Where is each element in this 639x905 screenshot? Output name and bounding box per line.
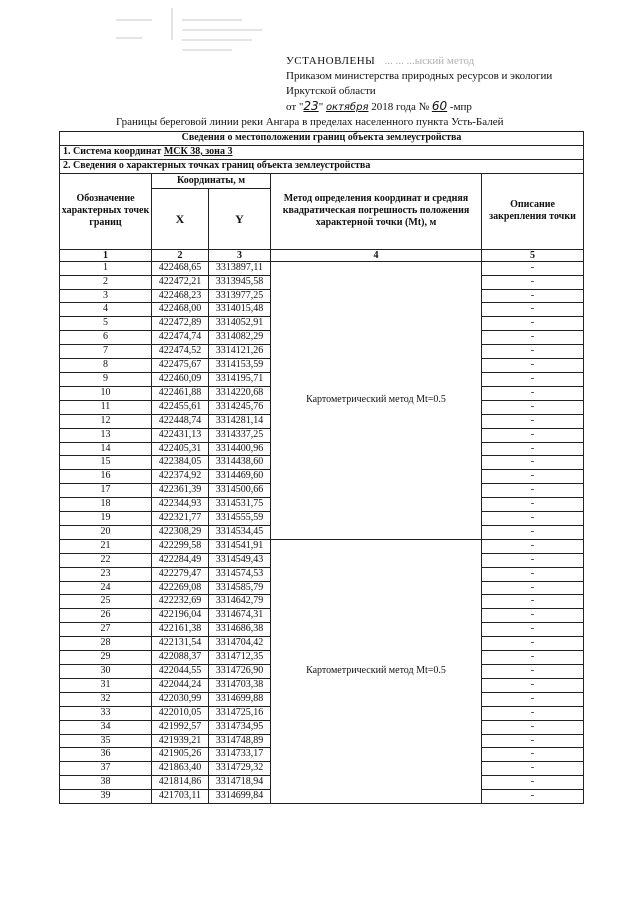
y-coordinate-cell: 3314733,17 (209, 748, 271, 762)
y-coordinate-cell: 3314245,76 (209, 400, 271, 414)
y-coordinate-cell: 3314686,38 (209, 623, 271, 637)
x-coordinate-cell: 422455,61 (152, 400, 209, 414)
y-coordinate-cell: 3314748,89 (209, 734, 271, 748)
y-coordinate-cell: 3314438,60 (209, 456, 271, 470)
x-coordinate-cell: 422431,13 (152, 428, 209, 442)
col-method-header: Метод определения координат и средняя квадратическая погрешность положения характерной точки (Mt), м (271, 173, 482, 249)
description-cell: - (482, 470, 584, 484)
point-number-cell: 22 (60, 553, 152, 567)
x-coordinate-cell: 421992,57 (152, 720, 209, 734)
description-cell: - (482, 665, 584, 679)
approval-line3: Иркутской области (286, 85, 376, 97)
col-coords-header: Координаты, м (152, 173, 271, 188)
x-coordinate-cell: 422468,00 (152, 303, 209, 317)
point-number-cell: 14 (60, 442, 152, 456)
y-coordinate-cell: 3314704,42 (209, 637, 271, 651)
point-number-cell: 13 (60, 428, 152, 442)
point-number-cell: 30 (60, 665, 152, 679)
y-coordinate-cell: 3314642,79 (209, 595, 271, 609)
y-coordinate-cell: 3314703,38 (209, 678, 271, 692)
section1-label (60, 145, 584, 159)
coordinates-table (59, 131, 584, 804)
point-number-cell: 11 (60, 400, 152, 414)
point-number-cell: 25 (60, 595, 152, 609)
col-x-header: X (152, 188, 209, 249)
section2-row (60, 159, 584, 173)
y-coordinate-cell: 3314534,45 (209, 525, 271, 539)
y-coordinate-cell: 3314718,94 (209, 776, 271, 790)
description-cell: - (482, 678, 584, 692)
x-coordinate-cell: 422460,09 (152, 372, 209, 386)
date-day: 23 (303, 99, 319, 113)
x-coordinate-cell: 422161,38 (152, 623, 209, 637)
header-row-1 (60, 173, 584, 188)
date-suffix: -мпр (447, 101, 472, 113)
x-coordinate-cell: 422468,65 (152, 261, 209, 275)
date-year: 2018 года № (368, 101, 432, 113)
description-cell: - (482, 637, 584, 651)
description-cell: - (482, 567, 584, 581)
point-number-cell: 16 (60, 470, 152, 484)
date-mid: " (318, 101, 326, 113)
point-number-cell: 34 (60, 720, 152, 734)
point-number-cell: 4 (60, 303, 152, 317)
document-subtitle: Границы береговой линии реки Ангара в пределах населенного пункта Усть-Балей (116, 116, 504, 128)
y-coordinate-cell: 3314549,43 (209, 553, 271, 567)
col-number: 1 (60, 249, 152, 261)
description-cell: - (482, 261, 584, 275)
y-coordinate-cell: 3314729,32 (209, 762, 271, 776)
y-coordinate-cell: 3314015,48 (209, 303, 271, 317)
y-coordinate-cell: 3314469,60 (209, 470, 271, 484)
description-cell: - (482, 345, 584, 359)
point-number-cell: 2 (60, 275, 152, 289)
x-coordinate-cell: 422461,88 (152, 386, 209, 400)
description-cell: - (482, 386, 584, 400)
col-number: 3 (209, 249, 271, 261)
point-number-cell: 24 (60, 581, 152, 595)
description-cell: - (482, 720, 584, 734)
method-cell: Картометрический метод Mt=0.5 (271, 261, 482, 539)
y-coordinate-cell: 3314734,95 (209, 720, 271, 734)
y-coordinate-cell: 3314699,88 (209, 692, 271, 706)
y-coordinate-cell: 3314121,26 (209, 345, 271, 359)
x-coordinate-cell: 422321,77 (152, 512, 209, 526)
description-cell: - (482, 776, 584, 790)
col-number: 4 (271, 249, 482, 261)
x-coordinate-cell: 422474,74 (152, 331, 209, 345)
point-number-cell: 12 (60, 414, 152, 428)
point-number-cell: 5 (60, 317, 152, 331)
description-cell: - (482, 748, 584, 762)
y-coordinate-cell: 3313977,25 (209, 289, 271, 303)
x-coordinate-cell: 422269,08 (152, 581, 209, 595)
section2-label: 2. Сведения о характерных точках границ объекта землеустройства (60, 159, 584, 173)
column-number-row (60, 249, 584, 261)
table-row (60, 261, 584, 275)
approval-faded-text: ... ... ...ыский метод (384, 55, 475, 67)
x-coordinate-cell: 422374,92 (152, 470, 209, 484)
method-cell: Картометрический метод Mt=0.5 (271, 539, 482, 803)
description-cell: - (482, 428, 584, 442)
x-coordinate-cell: 422308,29 (152, 525, 209, 539)
order-number: 60 (431, 99, 448, 113)
description-cell: - (482, 623, 584, 637)
y-coordinate-cell: 3314674,31 (209, 609, 271, 623)
col-point-header: Обозначение характерных точек границ (60, 173, 152, 249)
point-number-cell: 8 (60, 359, 152, 373)
description-cell: - (482, 651, 584, 665)
point-number-cell: 27 (60, 623, 152, 637)
description-cell: - (482, 734, 584, 748)
point-number-cell: 10 (60, 386, 152, 400)
description-cell: - (482, 692, 584, 706)
x-coordinate-cell: 422361,39 (152, 484, 209, 498)
x-coordinate-cell: 422344,93 (152, 498, 209, 512)
x-coordinate-cell: 421863,40 (152, 762, 209, 776)
y-coordinate-cell: 3314585,79 (209, 581, 271, 595)
col-y-header: Y (209, 188, 271, 249)
x-coordinate-cell: 422088,37 (152, 651, 209, 665)
x-coordinate-cell: 422010,05 (152, 706, 209, 720)
x-coordinate-cell: 422405,31 (152, 442, 209, 456)
description-cell: - (482, 456, 584, 470)
y-coordinate-cell: 3314082,29 (209, 331, 271, 345)
y-coordinate-cell: 3314052,91 (209, 317, 271, 331)
x-coordinate-cell: 422468,23 (152, 289, 209, 303)
description-cell: - (482, 525, 584, 539)
y-coordinate-cell: 3314541,91 (209, 539, 271, 553)
approval-line1 (286, 54, 552, 69)
description-cell: - (482, 512, 584, 526)
point-number-cell: 7 (60, 345, 152, 359)
x-coordinate-cell: 422299,58 (152, 539, 209, 553)
point-number-cell: 21 (60, 539, 152, 553)
x-coordinate-cell: 422196,04 (152, 609, 209, 623)
point-number-cell: 15 (60, 456, 152, 470)
y-coordinate-cell: 3314153,59 (209, 359, 271, 373)
x-coordinate-cell: 422472,21 (152, 275, 209, 289)
point-number-cell: 35 (60, 734, 152, 748)
y-coordinate-cell: 3314281,14 (209, 414, 271, 428)
point-number-cell: 1 (60, 261, 152, 275)
x-coordinate-cell: 422044,55 (152, 665, 209, 679)
x-coordinate-cell: 421939,21 (152, 734, 209, 748)
description-cell: - (482, 706, 584, 720)
point-number-cell: 29 (60, 651, 152, 665)
table-title: Сведения о местоположении границ объекта землеустройства (60, 132, 584, 146)
description-cell: - (482, 359, 584, 373)
x-coordinate-cell: 421703,11 (152, 790, 209, 804)
x-coordinate-cell: 422284,49 (152, 553, 209, 567)
col-desc-header: Описание закрепления точки (482, 173, 584, 249)
point-number-cell: 18 (60, 498, 152, 512)
point-number-cell: 32 (60, 692, 152, 706)
y-coordinate-cell: 3314400,96 (209, 442, 271, 456)
faded-stamp-image (112, 6, 272, 56)
date-prefix: от " (286, 101, 304, 113)
description-cell: - (482, 317, 584, 331)
y-coordinate-cell: 3314726,90 (209, 665, 271, 679)
x-coordinate-cell: 422131,54 (152, 637, 209, 651)
description-cell: - (482, 553, 584, 567)
point-number-cell: 38 (60, 776, 152, 790)
description-cell: - (482, 275, 584, 289)
y-coordinate-cell: 3313945,58 (209, 275, 271, 289)
x-coordinate-cell: 421814,86 (152, 776, 209, 790)
y-coordinate-cell: 3314712,35 (209, 651, 271, 665)
description-cell: - (482, 762, 584, 776)
x-coordinate-cell: 422448,74 (152, 414, 209, 428)
x-coordinate-cell: 422030,99 (152, 692, 209, 706)
description-cell: - (482, 442, 584, 456)
x-coordinate-cell: 421905,26 (152, 748, 209, 762)
point-number-cell: 9 (60, 372, 152, 386)
y-coordinate-cell: 3313897,11 (209, 261, 271, 275)
point-number-cell: 23 (60, 567, 152, 581)
point-number-cell: 3 (60, 289, 152, 303)
description-cell: - (482, 303, 584, 317)
point-number-cell: 31 (60, 678, 152, 692)
point-number-cell: 28 (60, 637, 152, 651)
table-title-row (60, 132, 584, 146)
description-cell: - (482, 484, 584, 498)
x-coordinate-cell: 422279,47 (152, 567, 209, 581)
table-row (60, 539, 584, 553)
point-number-cell: 36 (60, 748, 152, 762)
x-coordinate-cell: 422472,89 (152, 317, 209, 331)
description-cell: - (482, 498, 584, 512)
point-number-cell: 26 (60, 609, 152, 623)
approval-date-line (286, 99, 552, 115)
description-cell: - (482, 595, 584, 609)
y-coordinate-cell: 3314500,66 (209, 484, 271, 498)
y-coordinate-cell: 3314531,75 (209, 498, 271, 512)
y-coordinate-cell: 3314574,53 (209, 567, 271, 581)
description-cell: - (482, 400, 584, 414)
y-coordinate-cell: 3314337,25 (209, 428, 271, 442)
y-coordinate-cell: 3314220,68 (209, 386, 271, 400)
description-cell: - (482, 289, 584, 303)
x-coordinate-cell: 422232,69 (152, 595, 209, 609)
approval-title: УСТАНОВЛЕНЫ (286, 55, 376, 67)
point-number-cell: 19 (60, 512, 152, 526)
point-number-cell: 37 (60, 762, 152, 776)
approval-block (286, 54, 552, 115)
description-cell: - (482, 331, 584, 345)
description-cell: - (482, 414, 584, 428)
section1-prefix: 1. Система координат (63, 145, 164, 157)
x-coordinate-cell: 422475,67 (152, 359, 209, 373)
y-coordinate-cell: 3314555,59 (209, 512, 271, 526)
coordinate-system: МСК 38, зона 3 (163, 145, 233, 157)
col-number: 2 (152, 249, 209, 261)
point-number-cell: 39 (60, 790, 152, 804)
point-number-cell: 33 (60, 706, 152, 720)
section1-row (60, 145, 584, 159)
point-number-cell: 6 (60, 331, 152, 345)
description-cell: - (482, 609, 584, 623)
x-coordinate-cell: 422474,52 (152, 345, 209, 359)
point-number-cell: 17 (60, 484, 152, 498)
y-coordinate-cell: 3314725,16 (209, 706, 271, 720)
date-month: октября (325, 102, 369, 113)
description-cell: - (482, 539, 584, 553)
x-coordinate-cell: 422384,05 (152, 456, 209, 470)
point-number-cell: 20 (60, 525, 152, 539)
col-number: 5 (482, 249, 584, 261)
y-coordinate-cell: 3314195,71 (209, 372, 271, 386)
description-cell: - (482, 581, 584, 595)
description-cell: - (482, 790, 584, 804)
y-coordinate-cell: 3314699,84 (209, 790, 271, 804)
x-coordinate-cell: 422044,24 (152, 678, 209, 692)
approval-line2: Приказом министерства природных ресурсов и экологии (286, 70, 553, 82)
description-cell: - (482, 372, 584, 386)
